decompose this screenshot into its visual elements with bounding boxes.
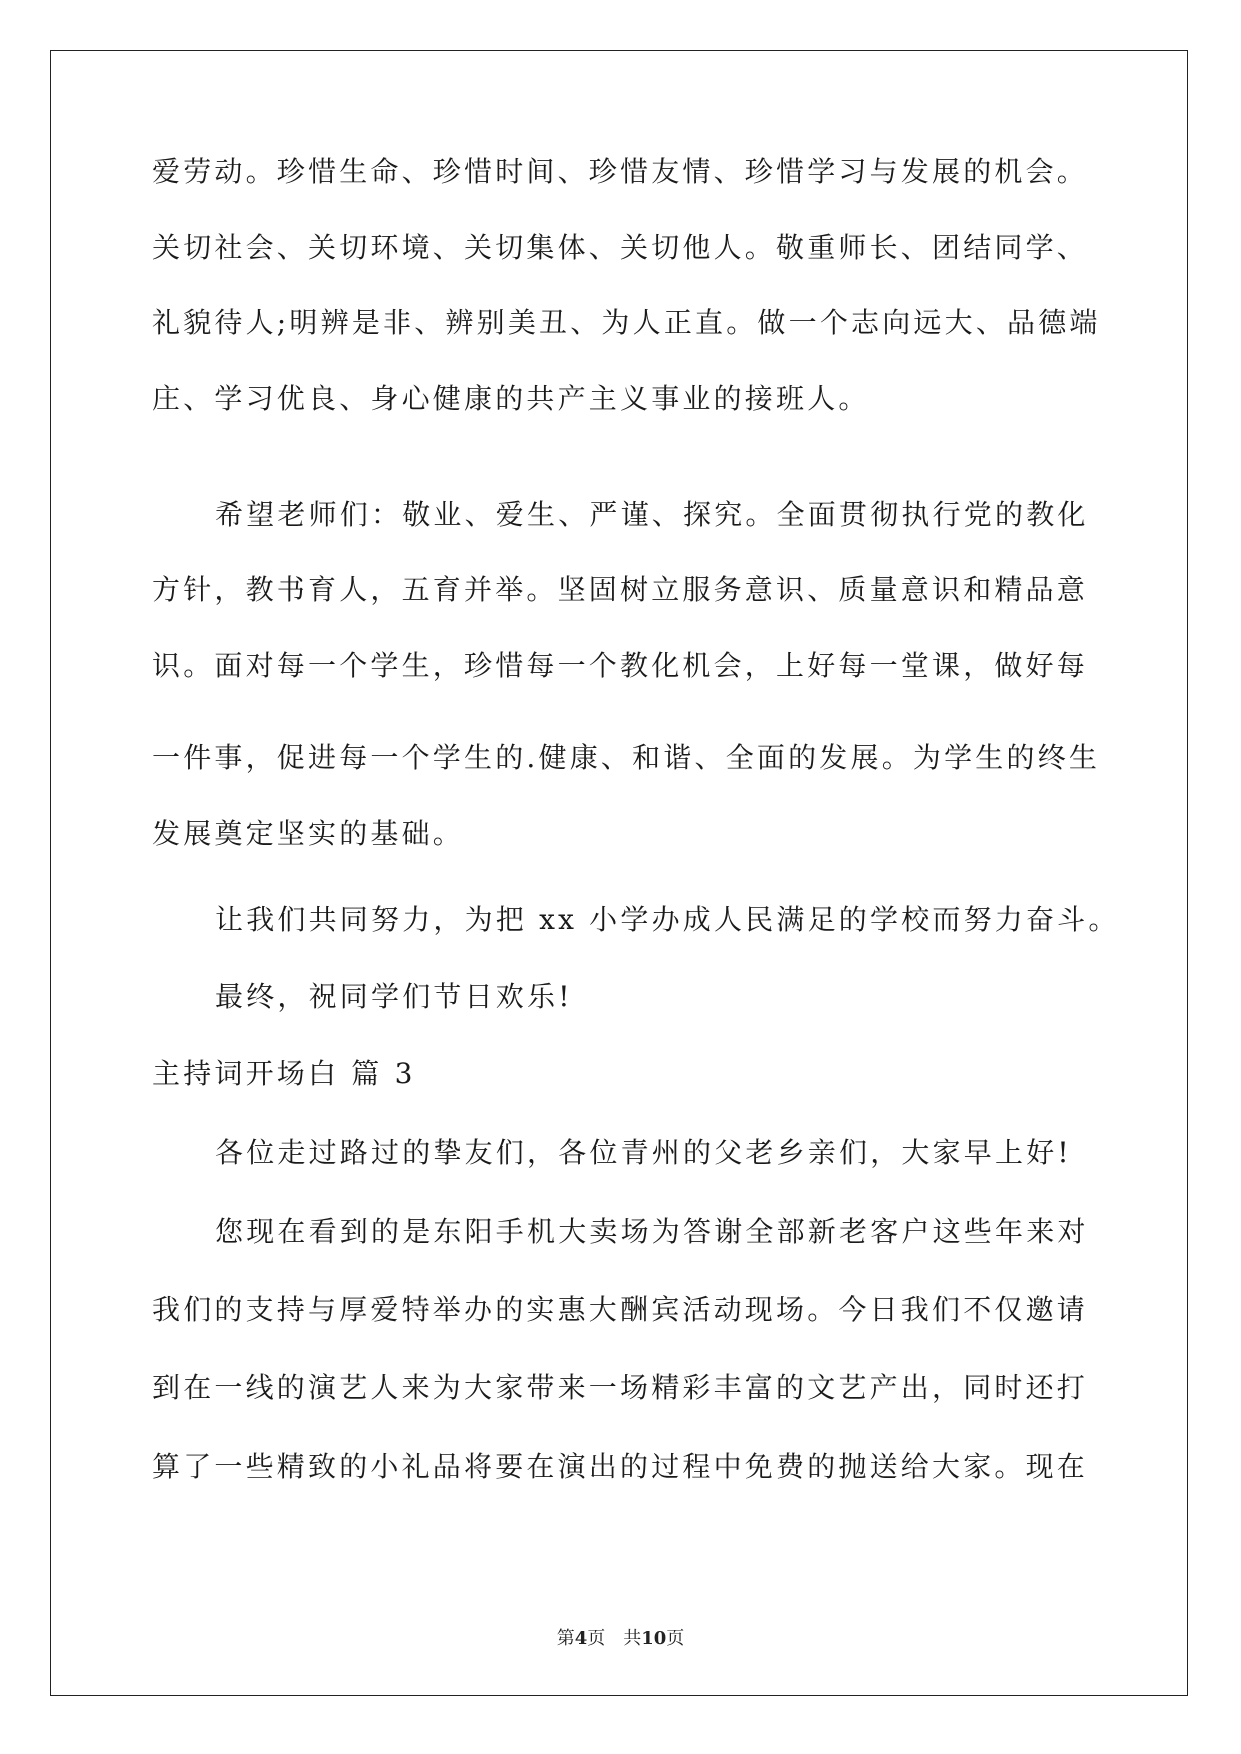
text-line: 算了一些精致的小礼品将要在演出的过程中免费的抛送给大家。现在 — [152, 1450, 1089, 1483]
page-number: 4 — [574, 1628, 588, 1649]
total-suffix: 页 — [666, 1628, 685, 1649]
text-line: 礼貌待人;明辨是非、辨别美丑、为人正直。做一个志向远大、品德端 — [152, 306, 1101, 339]
text-line: 庄、学习优良、身心健康的共产主义事业的接班人。 — [152, 382, 870, 415]
page-footer — [0, 1624, 1241, 1650]
text-line: 我们的支持与厚爱特举办的实惠大酬宾活动现场。今日我们不仅邀请 — [152, 1293, 1089, 1326]
section-heading: 主持词开场白 篇 3 — [152, 1057, 416, 1090]
total-pages: 10 — [641, 1628, 667, 1649]
total-prefix: 共 — [623, 1628, 642, 1649]
text-line: 识。面对每一个学生，珍惜每一个教化机会，上好每一堂课，做好每 — [152, 649, 1089, 682]
text-line: 到在一线的演艺人来为大家带来一场精彩丰富的文艺产出，同时还打 — [152, 1371, 1089, 1404]
page-suffix: 页 — [587, 1628, 606, 1649]
page-prefix: 第 — [556, 1628, 575, 1649]
paragraph-start-line: 您现在看到的是东阳手机大卖场为答谢全部新老客户这些年来对 — [215, 1215, 1089, 1248]
paragraph-start-line: 希望老师们：敬业、爱生、严谨、探究。全面贯彻执行党的教化 — [215, 498, 1089, 531]
text-line: 一件事，促进每一个学生的.健康、和谐、全面的发展。为学生的终生 — [152, 741, 1101, 774]
paragraph-start-line: 最终，祝同学们节日欢乐! — [215, 980, 573, 1013]
paragraph-start-line: 各位走过路过的挚友们，各位青州的父老乡亲们，大家早上好! — [215, 1136, 1072, 1169]
text-line: 爱劳动。珍惜生命、珍惜时间、珍惜友情、珍惜学习与发展的机会。 — [152, 155, 1089, 188]
paragraph-start-line: 让我们共同努力，为把 xx 小学办成人民满足的学校而努力奋斗。 — [215, 903, 1120, 936]
text-line: 方针，教书育人，五育并举。坚固树立服务意识、质量意识和精品意 — [152, 573, 1089, 606]
text-line: 发展奠定坚实的基础。 — [152, 817, 465, 850]
text-line: 关切社会、关切环境、关切集体、关切他人。敬重师长、团结同学、 — [152, 231, 1089, 264]
